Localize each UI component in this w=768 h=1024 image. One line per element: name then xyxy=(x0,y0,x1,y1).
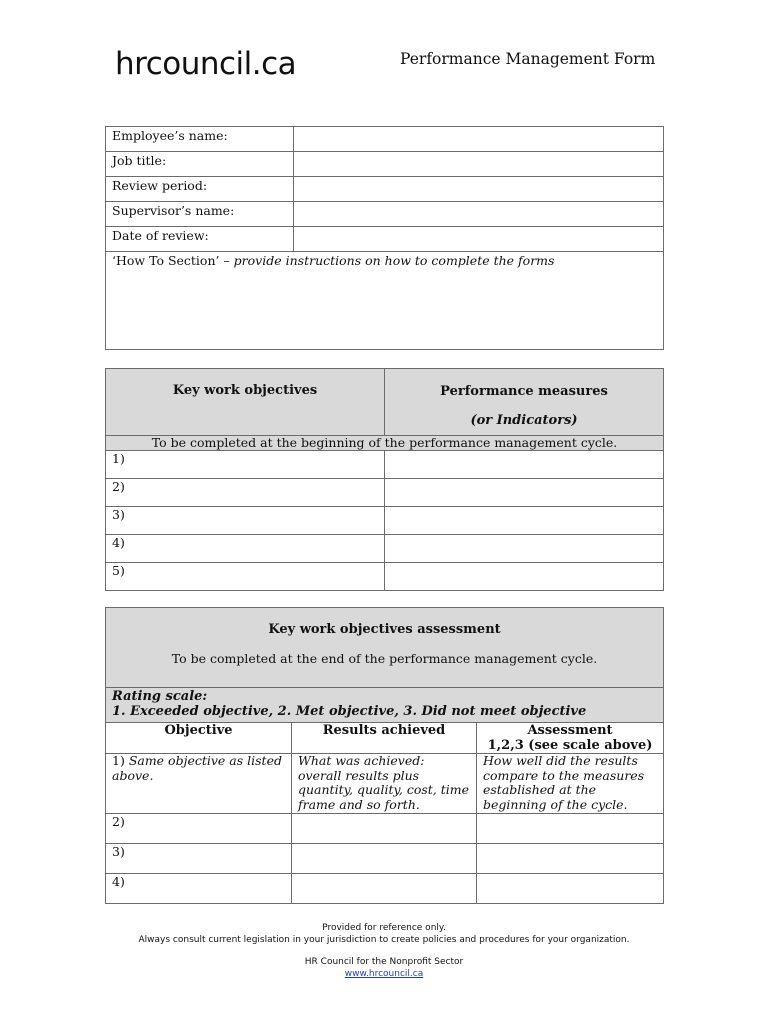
footer-org-name: HR Council for the Nonprofit Sector xyxy=(304,957,464,967)
assessment-rating-cell[interactable] xyxy=(477,844,664,874)
row-number: 1) xyxy=(112,753,129,768)
review-period-row xyxy=(106,177,664,202)
job-title-field[interactable] xyxy=(294,152,664,177)
form-title: Performance Management Form xyxy=(400,50,656,68)
review-period-field[interactable] xyxy=(294,177,664,202)
footer-legislation-note: Always consult current legislation in your jurisdiction to create policies and procedures for your organization. xyxy=(138,934,630,945)
assessment-objective-cell[interactable]: 3) xyxy=(106,844,292,874)
rating-scale-label: Rating scale: xyxy=(112,689,208,704)
indicators-subtitle: (or Indicators) xyxy=(470,413,578,428)
job-title-label: Job title: xyxy=(106,152,294,177)
objective-cell[interactable]: 1) xyxy=(106,451,385,479)
performance-measures-header xyxy=(385,369,664,436)
assessment-row xyxy=(106,874,664,904)
hrcouncil-logo: hrcouncil.ca xyxy=(115,46,297,76)
objective-row xyxy=(106,451,664,479)
assessment-column-scale: 1,2,3 (see scale above) xyxy=(487,738,653,753)
measure-cell[interactable] xyxy=(385,507,664,535)
supervisor-name-label: Supervisor’s name: xyxy=(106,202,294,227)
rating-scale-values: 1. Exceeded objective, 2. Met objective, 3. Did not meet objective xyxy=(112,704,587,719)
results-cell[interactable] xyxy=(292,844,477,874)
footer-disclaimer xyxy=(0,923,768,946)
objectives-note: To be completed at the beginning of the performance management cycle. xyxy=(106,436,664,451)
assessment-objective-cell[interactable]: 2) xyxy=(106,814,292,844)
howto-section xyxy=(106,252,664,350)
job-title-row xyxy=(106,152,664,177)
objectives-note-row xyxy=(106,436,664,451)
assessment-header-row xyxy=(106,608,664,688)
assessment-column-header-row xyxy=(106,723,664,754)
objective-row xyxy=(106,563,664,591)
key-work-objectives-header: Key work objectives xyxy=(106,369,385,436)
assessment-table xyxy=(105,607,664,904)
assessment-title: Key work objectives assessment xyxy=(268,622,501,637)
date-of-review-row xyxy=(106,227,664,252)
employee-info-table xyxy=(105,126,664,350)
employee-name-field[interactable] xyxy=(294,127,664,152)
employee-name-row xyxy=(106,127,664,152)
objective-cell[interactable]: 3) xyxy=(106,507,385,535)
results-cell[interactable] xyxy=(292,814,477,844)
assessment-row xyxy=(106,754,664,814)
objective-cell[interactable]: 5) xyxy=(106,563,385,591)
howto-text: provide instructions on how to complete the forms xyxy=(233,253,555,268)
objective-cell[interactable]: 2) xyxy=(106,479,385,507)
footer-organization xyxy=(0,957,768,980)
measure-cell[interactable] xyxy=(385,535,664,563)
measure-cell[interactable] xyxy=(385,451,664,479)
howto-row xyxy=(106,252,664,350)
results-cell[interactable] xyxy=(292,874,477,904)
performance-measures-title: Performance measures xyxy=(440,384,608,399)
assessment-rating-cell[interactable] xyxy=(477,814,664,844)
employee-name-label: Employee’s name: xyxy=(106,127,294,152)
assessment-rating-cell[interactable] xyxy=(477,874,664,904)
date-of-review-label: Date of review: xyxy=(106,227,294,252)
review-period-label: Review period: xyxy=(106,177,294,202)
objective-row xyxy=(106,535,664,563)
assessment-note: To be completed at the end of the performance management cycle. xyxy=(171,651,598,666)
howto-label: ‘How To Section’ – xyxy=(112,253,234,268)
objective-instruction: Same objective as listed above. xyxy=(112,753,282,783)
results-cell[interactable]: What was achieved: overall results plus quantity, quality, cost, time frame and so forth. xyxy=(292,754,477,814)
objective-row xyxy=(106,507,664,535)
rating-scale xyxy=(106,688,664,723)
measure-cell[interactable] xyxy=(385,563,664,591)
footer-website-link[interactable]: www.hrcouncil.ca xyxy=(344,968,424,979)
assessment-header xyxy=(106,608,664,688)
assessment-column-title: Assessment xyxy=(527,723,613,738)
objective-column-header: Objective xyxy=(106,723,292,754)
assessment-column-header xyxy=(477,723,664,754)
supervisor-name-row xyxy=(106,202,664,227)
objectives-header-row xyxy=(106,369,664,436)
rating-scale-row xyxy=(106,688,664,723)
assessment-row xyxy=(106,814,664,844)
results-column-header: Results achieved xyxy=(292,723,477,754)
objectives-table xyxy=(105,368,664,591)
assessment-rating-cell[interactable]: How well did the results compare to the measures established at the beginning of the cycle. xyxy=(477,754,664,814)
assessment-objective-cell[interactable] xyxy=(106,754,292,814)
assessment-objective-cell[interactable]: 4) xyxy=(106,874,292,904)
date-of-review-field[interactable] xyxy=(294,227,664,252)
supervisor-name-field[interactable] xyxy=(294,202,664,227)
objective-cell[interactable]: 4) xyxy=(106,535,385,563)
objective-row xyxy=(106,479,664,507)
measure-cell[interactable] xyxy=(385,479,664,507)
footer-reference-note: Provided for reference only. xyxy=(322,923,446,933)
assessment-row xyxy=(106,844,664,874)
